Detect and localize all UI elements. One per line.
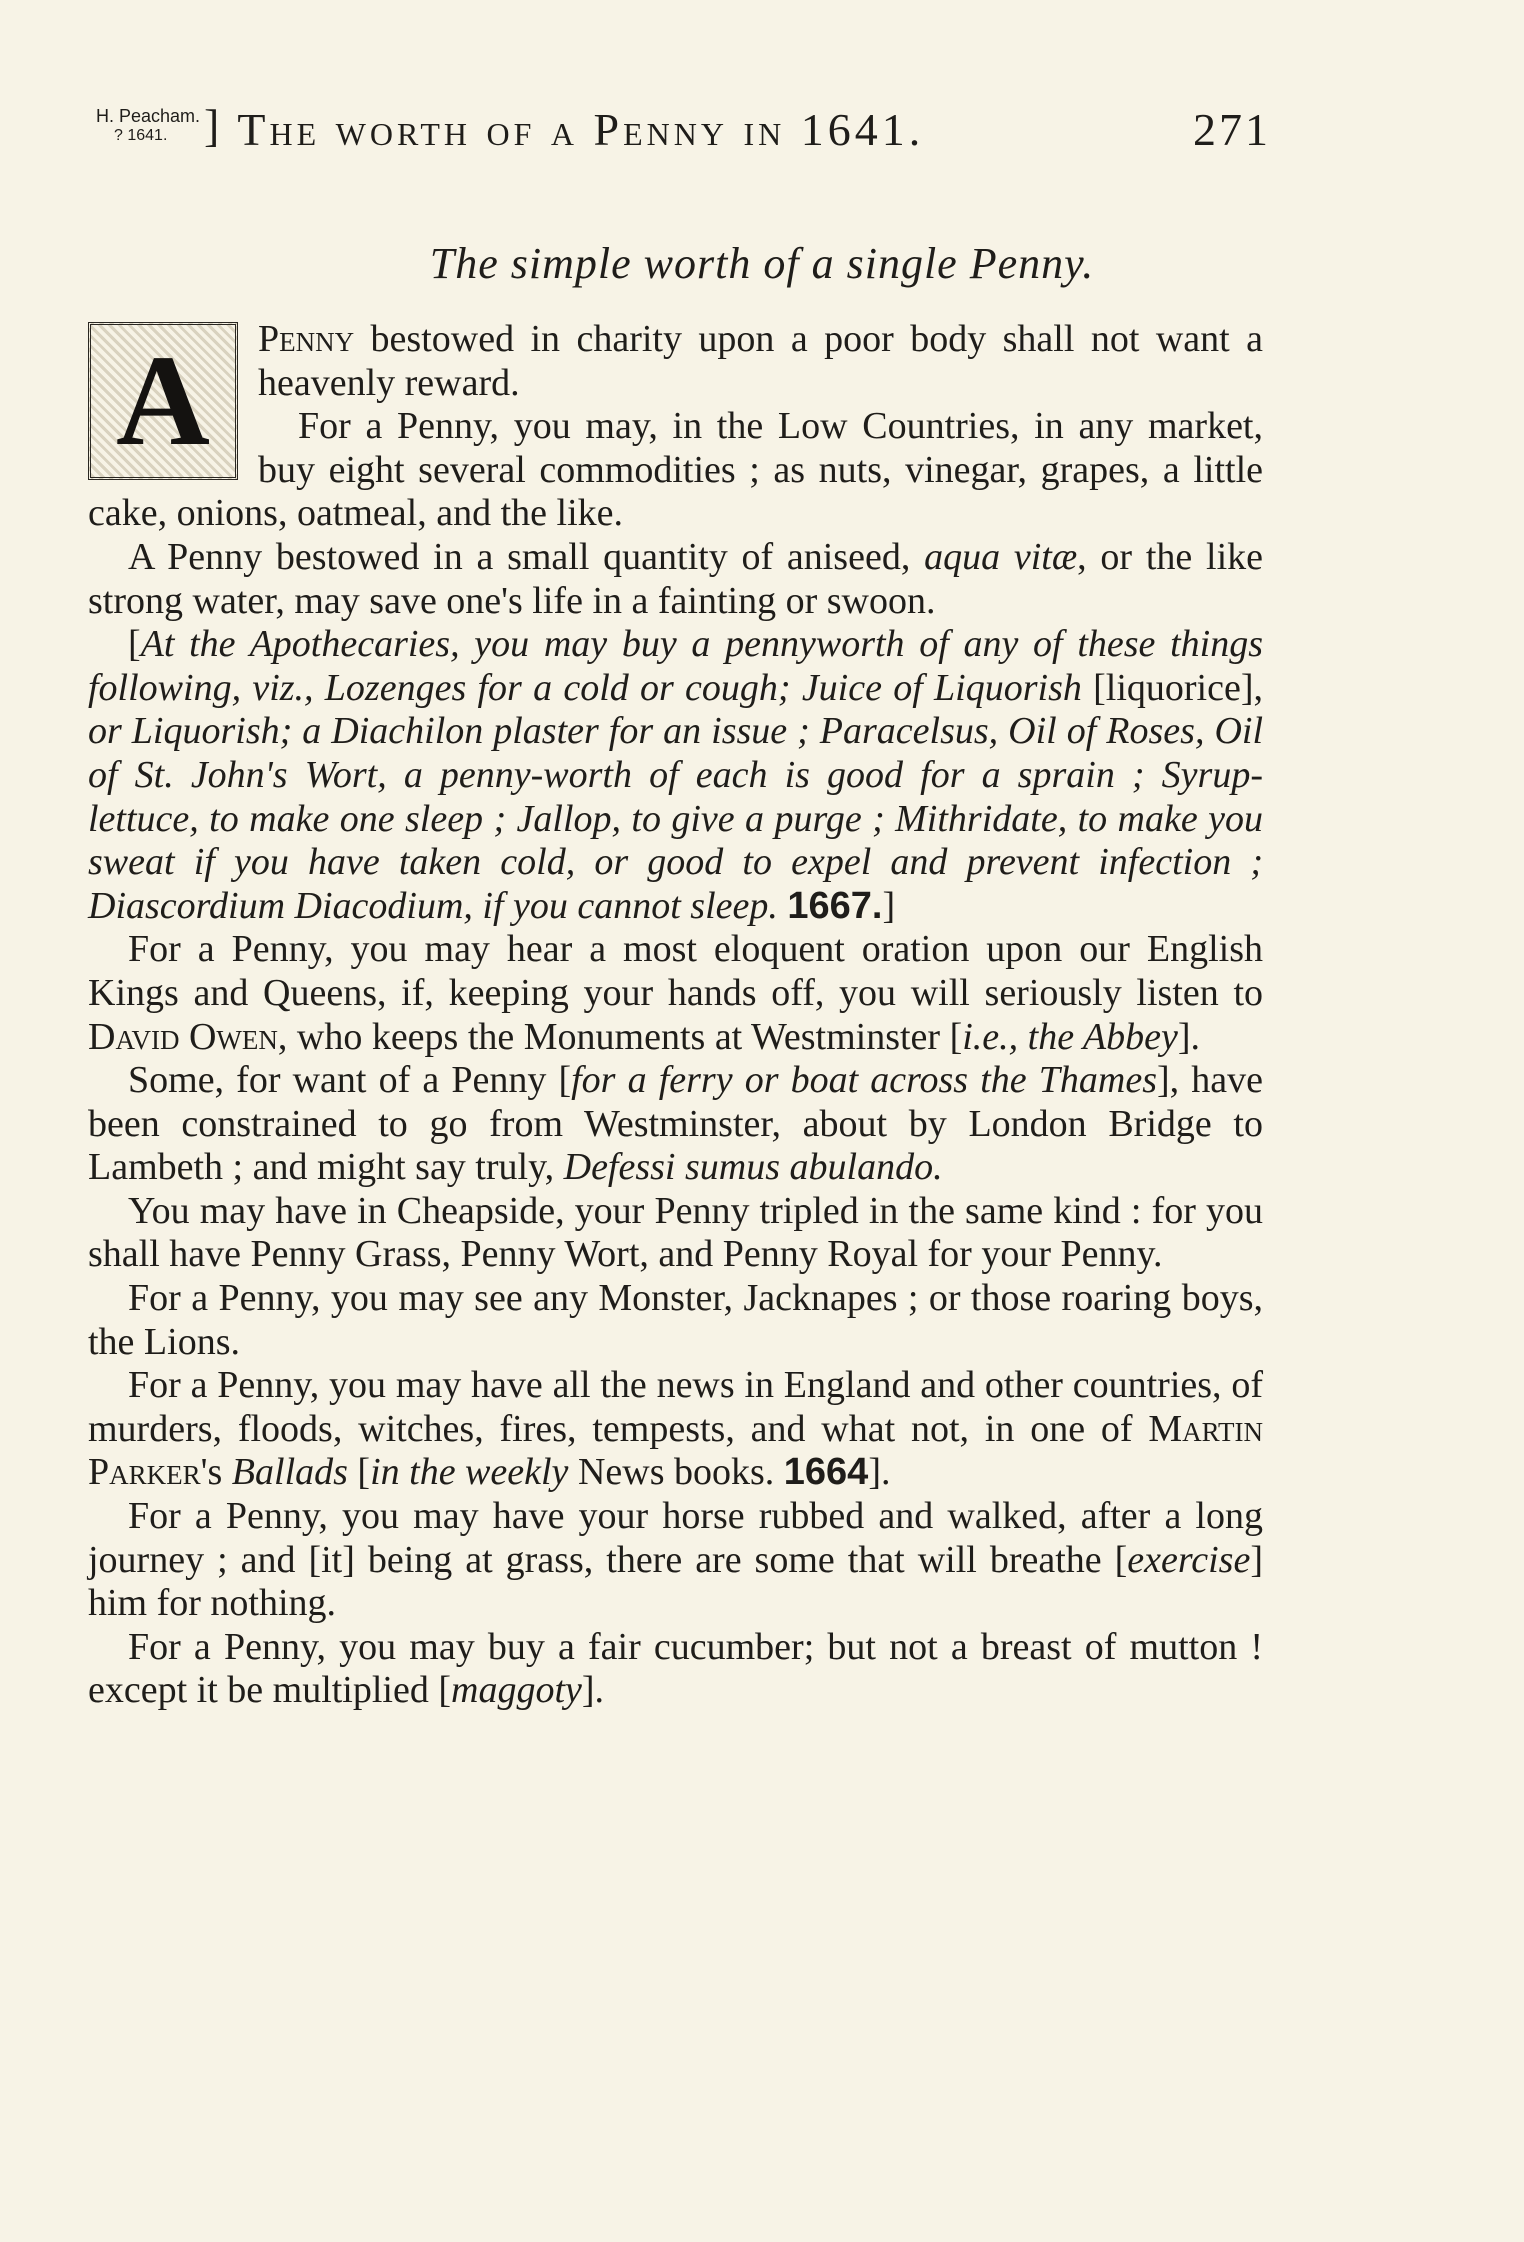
paragraph-text: Some, for want of a Penny [ [128,1059,572,1102]
paragraph-text: ]. [581,1669,605,1712]
smallcaps-name: David Owen [88,1015,278,1058]
paragraph-text: bestowed in charity upon a poor body shall not want a heavenly reward. [258,318,1263,404]
italic-text: for a ferry or boat across the Thames [571,1059,1157,1102]
paragraph-4-editorial-note [88,623,1263,928]
paragraph-text: For a Penny, you may hear a most eloquent oration upon our English Kings and Queens, if, keeping your hands off, you will seriously listen to [88,928,1263,1014]
italic-text: exercise [1127,1538,1251,1581]
italic-text: Ballads [231,1451,348,1494]
paragraph-text: , or the like strong water, may save one's life in a fainting or swoon. [88,535,1264,622]
paragraph-text: ]. [868,1451,891,1494]
paragraph-text: ]. [1177,1015,1200,1058]
decorative-dropcap: A [88,322,238,480]
attribution-author: H. Peacham. [96,106,201,126]
paragraph-9 [88,1364,1263,1495]
running-head [96,100,1271,155]
year-marker: 1664 [783,1451,869,1494]
page-number: 271 [1193,104,1271,155]
italic-text: At the Apothecaries, you may buy a pennyworth of any of these things following, viz., Lozenges for a cold or cough; Juice of Liquorish [88,623,1263,709]
paragraph-2: For a Penny, you may, in the Low Countries, in any market, buy eight several commodities ; as nuts, vinegar, grapes, a little cake, onions, oatmeal, and the like. [88,405,1263,535]
italic-latin: Defessi sumus abulando. [563,1146,943,1189]
paragraph-6 [88,1059,1263,1190]
paragraph-text: ], have been constrained to go from Westminster, about by London Bridge to Lambeth ; and might say truly, [88,1059,1263,1189]
paragraph-8: For a Penny, you may see any Monster, Jacknapes ; or those roaring boys, the Lions. [88,1277,1263,1363]
paragraph-text: News books. [568,1451,784,1494]
paragraph-11 [88,1626,1263,1713]
paragraph-text: 's [200,1451,232,1494]
smallcaps-name: Martin Parker [88,1407,1263,1494]
paragraph-text: For a Penny, you may have your horse rubbed and walked, after a long journey ; and [it] being at grass, there are some that will breathe [ [88,1495,1263,1581]
paragraph-text: For a Penny, you may have all the news in England and other countries, of murders, floods, witches, fires, tempests, and what not, in one of [88,1364,1263,1450]
bracket: ] [882,884,896,927]
italic-text: i.e., the Abbey [962,1015,1178,1058]
italic-text: or Liquorish; a Diachilon plaster for an issue ; Paracelsus, Oil of Roses, Oil of St. John's Wort, a penny-worth of each is good for a sprain ; Syrup-lettuce, to make one sleep ; Jallop, to give a purge ; Mithridate, to make you sweat if you have taken cold, or good to expel and prevent infection ; Diascordium Diacodium, if you cannot sleep. [88,710,1263,927]
paragraph-text: For a Penny, you may buy a fair cucumber; but not a breast of mutton ! except it be multiplied [ [88,1625,1263,1712]
bracket: [ [128,623,141,666]
paragraph-text: [ [347,1451,371,1494]
smallcaps-word: Penny [258,318,355,360]
italic-term: aqua vitæ [924,535,1078,578]
paragraph-3 [88,536,1263,623]
paragraph-text: A Penny bestowed in a small quantity of aniseed, [128,535,925,578]
paragraph-5 [88,928,1263,1059]
section-title: The simple worth of a single Penny. [429,239,1095,288]
running-title: The worth of a Penny in 1641. [237,104,925,155]
paragraph-7: You may have in Cheapside, your Penny tripled in the same kind : for you shall have Penny Grass, Penny Wort, and Penny Royal for your Penny. [88,1189,1263,1276]
body-text [88,318,1263,1713]
attribution-date: ? 1641. [114,127,168,144]
italic-text: maggoty [451,1669,582,1712]
year-marker: 1667. [787,884,883,927]
italic-text: in the weekly [370,1451,569,1494]
author-attribution [96,106,200,146]
paragraph-10 [88,1495,1263,1626]
paragraph-text: [liquorice], [1081,666,1263,709]
paragraph-text: , who keeps the Monuments at Westminster [ [277,1015,963,1058]
attribution-bracket: ] [204,100,220,151]
paragraph-text: ] him for nothing. [88,1538,1263,1625]
